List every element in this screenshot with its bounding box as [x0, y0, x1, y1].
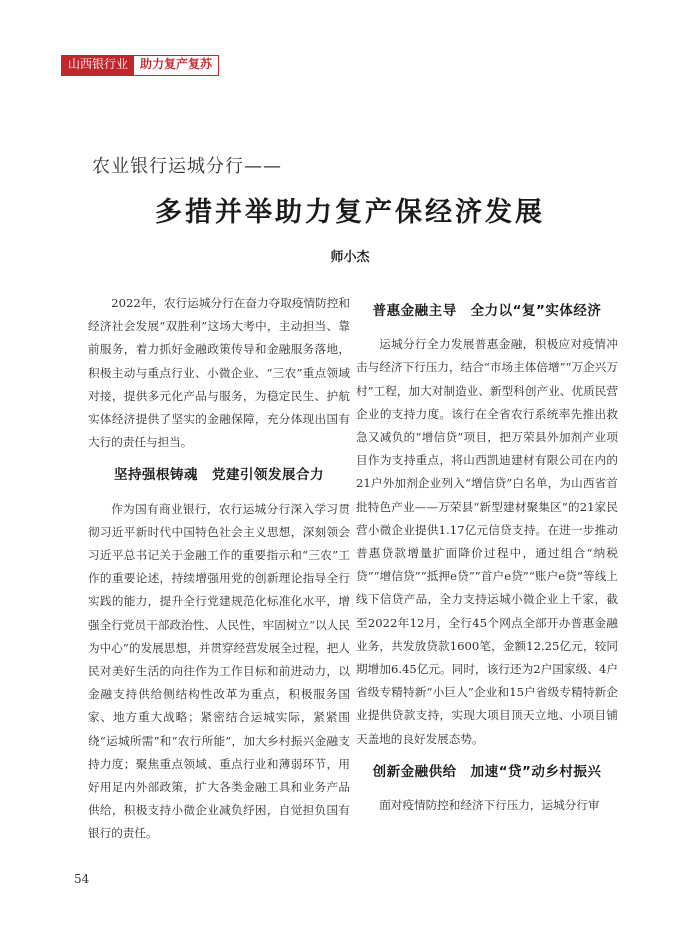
section-body-inclusive-finance: 运城分行全力发展普惠金融，积极应对疫情冲击与经济下行压力，结合“市场主体倍增”“万企兴万村”工程，加大对制造业、新型科创产业、优质民营企业的支持力度。该行在全省农行系统率先推出救急又减负的“增信贷”项目，把万荣县外加剂产业项目作为支持重点，将山西凯迪建材有限公司在内的21户外加剂企业列入“增信贷”白名单，为山西省首批特色产业——万荣县“新型建材聚集区”的21家民营小微企业提供1.17亿元信贷支持。在进一步推动普惠贷款增量扩面降价过程中，通过组合“纳税贷”“增信贷”“抵押e贷”“首户e贷”“账户e贷”等线上线下信贷产品，全力支持运城小微企业上千家，截至2022年12月，全行45个网点全部开办普惠金融业务，共发放贷款1600笔，金额12.25亿元，较同期增加6.45亿元。同时，该行还为2户国家级、4户省级专精特新“小巨人”企业和15户省级专精特新企业提供贷款支持，实现大项目顶天立地、小项目铺天盖地的良好发展态势。: [356, 337, 618, 746]
article-kicker: 农业银行运城分行——: [92, 156, 282, 177]
article-author: 师小杰: [330, 250, 370, 265]
page-number: 54: [74, 872, 90, 886]
right-column: [356, 296, 618, 817]
section-heading-party-building: 坚持强根铸魂 党建引领发展合力: [114, 467, 324, 484]
header-tag: 山西银行业: [62, 56, 134, 75]
section-heading-inclusive-finance: 普惠金融主导 全力以“复”实体经济: [372, 303, 602, 319]
article-title: 多措并举助力复产保经济发展: [155, 197, 545, 228]
left-column: [88, 292, 350, 846]
section-body-party-building: 作为国有商业银行，农行运城分行深入学习贯彻习近平新时代中国特色社会主义思想，深刻领会习近平总书记关于金融工作的重要指示和“三农”工作的重要论述，持续增强用党的创新理论指导全行实践的能力，提升全行党建规范化标准化水平，增强全行党员干部政治性、人民性，牢固树立“以人民为中心”的发展思想，并贯穿经营发展全过程，把人民对美好生活的向往作为工作目标和前进动力，以金融支持供给侧结构性改革为重点，积极服务国家、地方重大战略；紧密结合运城实际，紧紧围绕“运城所需”和“农行所能”，加大乡村振兴金融支持力度；聚焦重点领域、重点行业和薄弱环节，用好用足内外部政策，扩大各类金融工具和业务产品供给，积极支持小微企业减负纾困，自觉担负国有银行的责任。: [88, 501, 350, 841]
column-header: [61, 55, 219, 76]
header-section: 助力复产复苏: [134, 56, 218, 75]
intro-paragraph: 2022年，农行运城分行在奋力夺取疫情防控和经济社会发展“双胜利”这场大考中，主动担当、靠前服务，着力抓好金融政策传导和金融服务落地，积极主动与重点行业、小微企业、“三农”重点领域对接，提供多元化产品与服务，为稳定民生、护航实体经济提供了坚实的金融保障，充分体现出国有大行的责任与担当。: [88, 296, 350, 450]
section-body-rural-revitalization: 面对疫情防控和经济下行压力，运城分行审: [379, 798, 600, 813]
section-heading-rural-revitalization: 创新金融供给 加速“贷”动乡村振兴: [372, 763, 602, 780]
